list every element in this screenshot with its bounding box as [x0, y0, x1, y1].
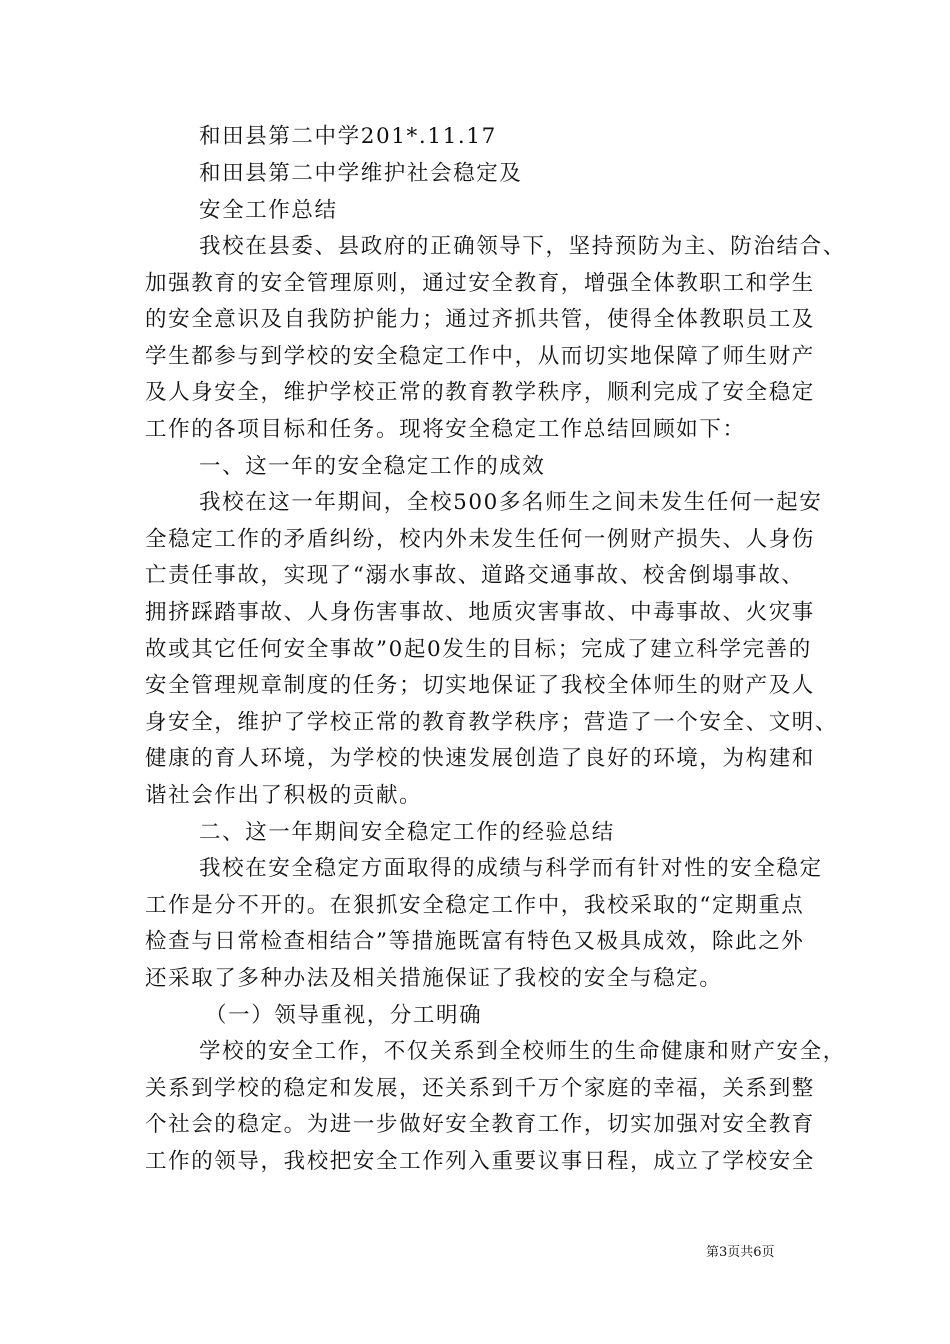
doc-line: 和田县第二中学201*.11.17 — [199, 124, 497, 149]
section-heading: 一、这一年的安全稳定工作的成效 — [199, 454, 546, 479]
doc-line: 拥挤踩踏事故、人身伤害事故、地质灾害事故、中毒事故、火灾事 — [145, 600, 815, 625]
doc-line: 学校的安全工作，不仅关系到全校师生的生命健康和财产安全， — [199, 1039, 846, 1064]
subsection-heading: （一）领导重视，分工明确 — [205, 1003, 483, 1028]
section-heading: 二、这一年期间安全稳定工作的经验总结 — [199, 820, 615, 845]
doc-line: 工作的各项目标和任务。现将安全稳定工作总结回顾如下： — [145, 417, 746, 442]
doc-line: 全稳定工作的矛盾纠纷，校内外未发生任何一例财产损失、人身伤 — [145, 527, 815, 552]
doc-line: 身安全，维护了学校正常的教育教学秩序；营造了一个安全、文明、 — [145, 710, 839, 735]
doc-line: 谐社会作出了积极的贡献。 — [145, 783, 423, 808]
doc-line: 亡责任事故，实现了“溺水事故、道路交通事故、校舍倒塌事故、 — [145, 563, 805, 588]
doc-line: 故或其它任何安全事故”0起0发生的目标；完成了建立科学完善的 — [145, 637, 812, 662]
doc-line: 及人身安全，维护学校正常的教育教学秩序，顺利完成了安全稳定 — [145, 380, 815, 405]
doc-title: 和田县第二中学维护社会稳定及 — [199, 161, 523, 186]
doc-line: 还采取了多种办法及相关措施保证了我校的安全与稳定。 — [145, 966, 723, 991]
doc-line: 的安全意识及自我防护能力；通过齐抓共管，使得全体教职员工及 — [145, 307, 815, 332]
doc-subtitle: 安全工作总结 — [199, 198, 338, 223]
doc-line: 我校在安全稳定方面取得的成绩与科学而有针对性的安全稳定 — [199, 856, 823, 881]
doc-line: 安全管理规章制度的任务；切实地保证了我校全体师生的财产及人 — [145, 673, 815, 698]
doc-line: 我校在这一年期间，全校500多名师生之间未发生任何一起安 — [199, 490, 823, 515]
doc-line: 工作是分不开的。在狠抓安全稳定工作中，我校采取的“定期重点 — [145, 893, 805, 918]
page-footer: 第3页共6页 — [706, 1245, 775, 1260]
doc-line: 工作的领导，我校把安全工作列入重要议事日程，成立了学校安全 — [145, 1149, 815, 1174]
doc-line: 加强教育的安全管理原则，通过安全教育，增强全体教职工和学生 — [145, 271, 815, 296]
doc-line: 我校在县委、县政府的正确领导下，坚持预防为主、防治结合、 — [199, 234, 846, 259]
doc-line: 关系到学校的稳定和发展，还关系到千万个家庭的幸福，关系到整 — [145, 1076, 815, 1101]
doc-line: 健康的育人环境，为学校的快速发展创造了良好的环境，为构建和 — [145, 746, 815, 771]
doc-line: 检查与日常检查相结合”等措施既富有特色又极具成效，除此之外 — [145, 929, 805, 954]
doc-line: 个社会的稳定。为进一步做好安全教育工作，切实加强对安全教育 — [145, 1112, 815, 1137]
doc-line: 学生都参与到学校的安全稳定工作中，从而切实地保障了师生财产 — [145, 344, 815, 369]
